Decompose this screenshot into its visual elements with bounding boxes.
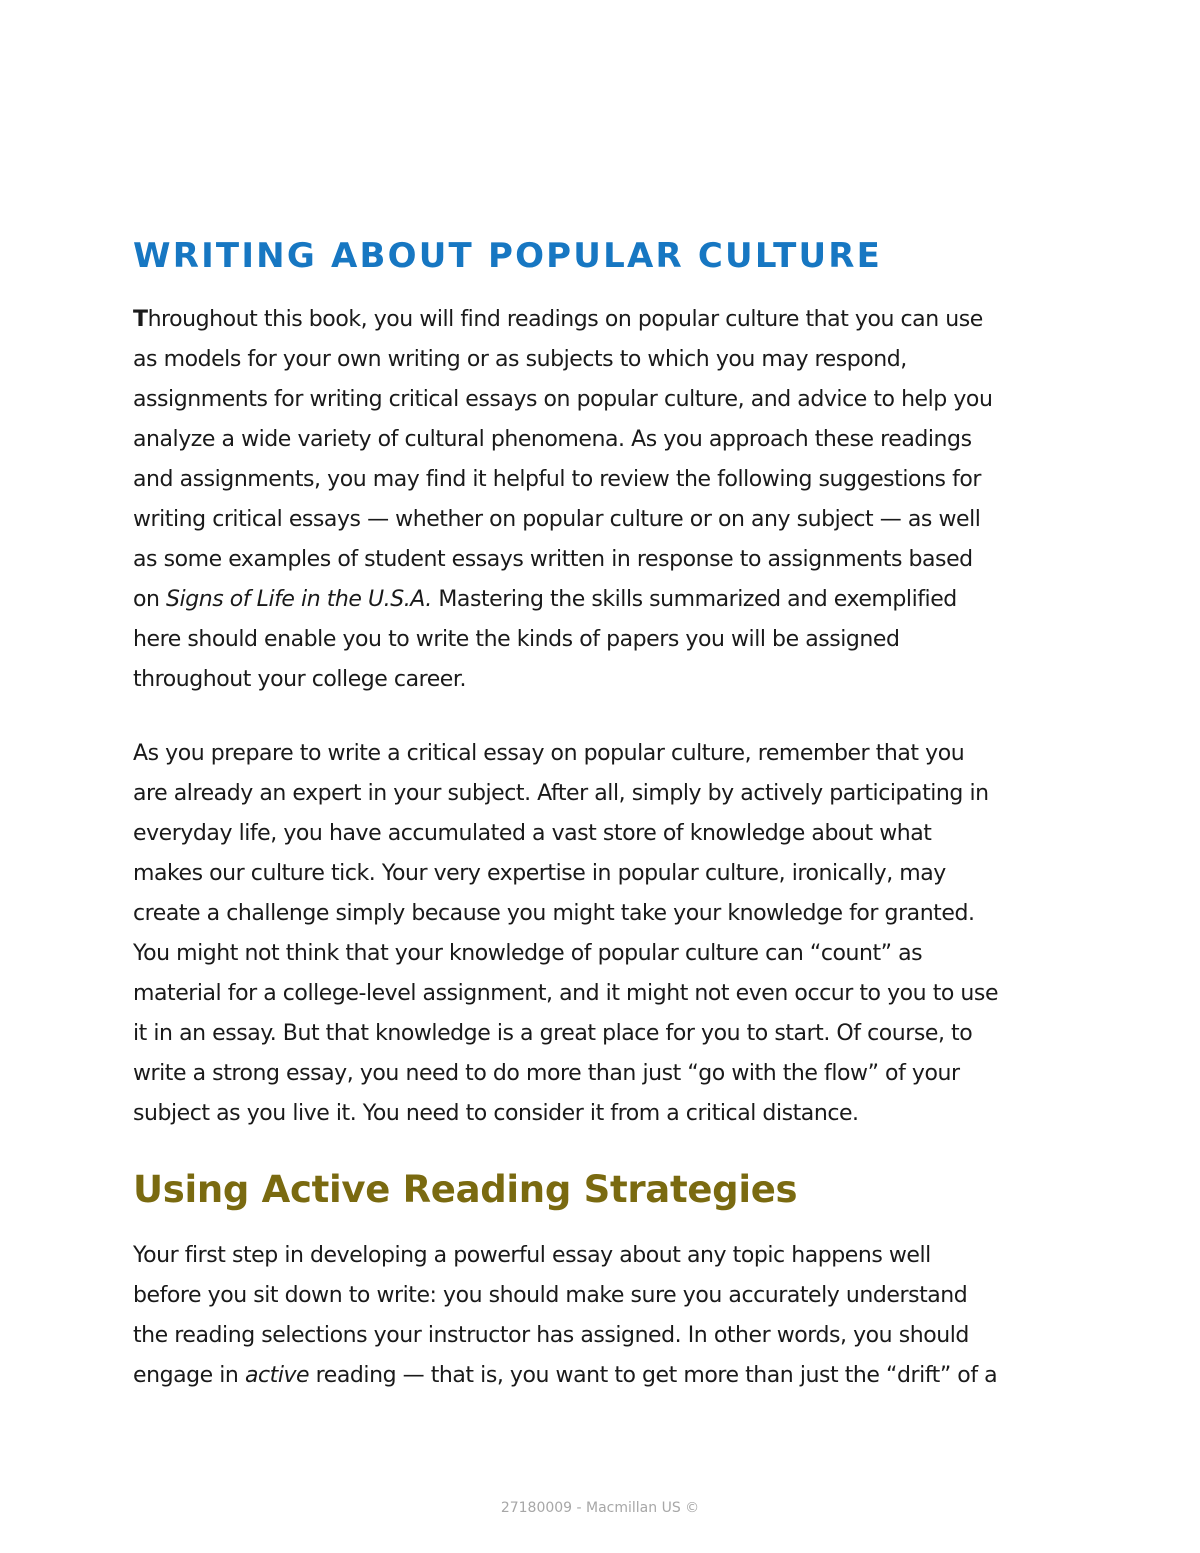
paragraph-active-reading (133, 1236, 1073, 1396)
paragraph-spacer (133, 700, 1073, 734)
sub-heading: Using Active Reading Strategies (133, 1168, 798, 1211)
text-line: and assignments, you may find it helpful to review the following suggestions for (133, 467, 981, 492)
paragraph-intro (133, 300, 1073, 700)
text-line: the reading selections your instructor has assigned. In other words, you should (133, 1323, 969, 1348)
page-footer: 27180009 - Macmillan US © (500, 1500, 700, 1516)
emphasis-active: active (244, 1363, 310, 1388)
paragraph-expert (133, 734, 1073, 1134)
text-line: writing critical essays — whether on popular culture or on any subject — as well (133, 507, 981, 532)
text-line: material for a college-level assignment, and it might not even occur to you to use (133, 981, 999, 1006)
text-fragment: Mastering the skills summarized and exemplified (431, 587, 957, 612)
text-line: throughout your college career. (133, 667, 467, 692)
text-fragment: engage in (133, 1363, 245, 1388)
text-fragment: on (133, 587, 167, 612)
first-letter: T (133, 307, 148, 332)
text-line (133, 580, 1073, 620)
text-line: it in an essay. But that knowledge is a great place for you to start. Of course, to (133, 1021, 973, 1046)
text-line: here should enable you to write the kinds of papers you will be assigned (133, 627, 900, 652)
text-line: Your first step in developing a powerful essay about any topic happens well (133, 1243, 931, 1268)
book-title: Signs of Life in the U.S.A. (166, 587, 432, 612)
text-line: analyze a wide variety of cultural phenomena. As you approach these readings (133, 427, 972, 452)
text-line: You might not think that your knowledge of popular culture can “count” as (133, 941, 923, 966)
text-line: as some examples of student essays written in response to assignments based (133, 547, 973, 572)
page-content (133, 232, 1073, 1396)
text-line (133, 300, 1073, 340)
text-fragment: reading — that is, you want to get more than just the “drift” of a (309, 1363, 998, 1388)
text-line: are already an expert in your subject. After all, simply by actively participating in (133, 781, 989, 806)
text-line: create a challenge simply because you might take your knowledge for granted. (133, 901, 975, 926)
text-line: assignments for writing critical essays on popular culture, and advice to help you (133, 387, 993, 412)
text-line: subject as you live it. You need to consider it from a critical distance. (133, 1101, 859, 1126)
text-line: everyday life, you have accumulated a vast store of knowledge about what (133, 821, 932, 846)
text-line-rest: hroughout this book, you will find readings on popular culture that you can use (147, 307, 983, 332)
text-line: makes our culture tick. Your very expertise in popular culture, ironically, may (133, 861, 946, 886)
text-line: As you prepare to write a critical essay on popular culture, remember that you (133, 741, 965, 766)
text-line: write a strong essay, you need to do more than just “go with the flow” of your (133, 1061, 960, 1086)
section-heading: WRITING ABOUT POPULAR CULTURE (133, 236, 883, 276)
text-line (133, 1356, 1073, 1396)
text-line: as models for your own writing or as subjects to which you may respond, (133, 347, 907, 372)
text-line: before you sit down to write: you should make sure you accurately understand (133, 1283, 968, 1308)
